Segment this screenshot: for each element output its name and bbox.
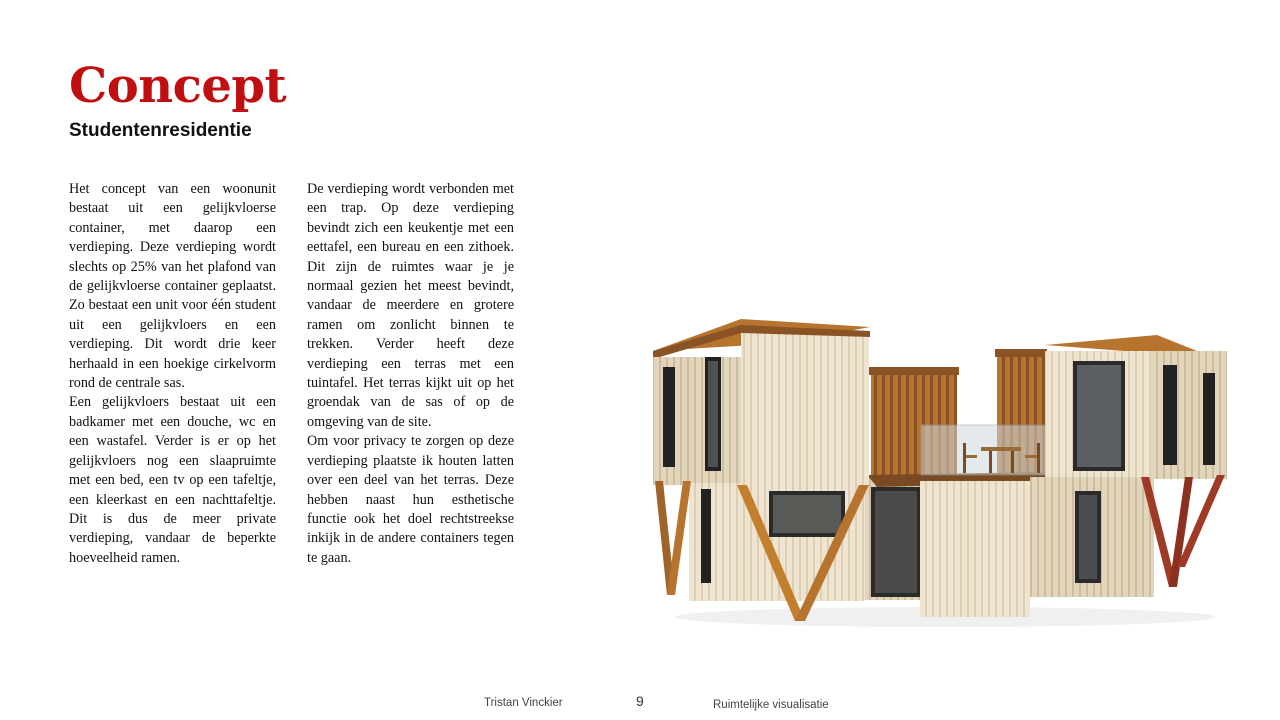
text-column-left: [69, 180, 276, 568]
right-upper-container: [1045, 335, 1227, 481]
paragraph-upper-floor: De verdieping wordt verbonden met een trap. Op deze verdieping bevindt zich een keukentje met een eettafel, een bureau en een zithoek. Dit zijn de ruimtes waar je je normaal gezien het meest bevindt, vandaar de meerdere en grotere ramen om zonlicht binnen te trekken. Verder heeft deze verdieping een terras met een tuintafel. Het terras kijkt uit op het groendak van de sas of op de omgeving van de site.: [307, 181, 514, 430]
footer-course: Ruimtelijke visualisatie: [713, 699, 829, 711]
left-upper-container: [653, 319, 870, 485]
paragraph-concept: Het concept van een woonunit bestaat uit een gelijkvloerse container, met daarop een verdieping. Deze verdieping wordt slechts op 25% van het plafond van de gelijkvloerse container geplaatst. Zo bestaat een unit voor één student uit een gelijkvloers en een verdieping. Dit wordt drie keer herhaald in een hoekige cirkelvorm rond de centrale sas.: [69, 181, 276, 392]
right-ground-container: [920, 477, 1154, 617]
page-subtitle: Studentenresidentie: [69, 120, 252, 141]
footer-page-number: 9: [636, 693, 644, 709]
container-residence-render: [645, 305, 1235, 635]
page-title: Concept: [69, 58, 287, 114]
text-column-right: [307, 180, 514, 568]
paragraph-privacy: Om voor privacy te zorgen op deze verdieping plaatste ik houten latten over een deel van het terras. Deze hebben naast hun esthetische functie ook het doel rechtstreekse inkijk in de andere containers tegen te gaan.: [307, 433, 514, 566]
paragraph-ground-floor: Een gelijkvloers bestaat uit een badkamer met een douche, wc en een wastafel. Verder is er op het gelijkvloers nog een slaapruimte met een bed, een tv op een tafeltje, een kleerkast en een nachttafeltje. Dit is dus de meer private verdieping, vandaar de beperkte hoeveelheid ramen.: [69, 394, 276, 566]
footer-author: Tristan Vinckier: [484, 697, 563, 709]
